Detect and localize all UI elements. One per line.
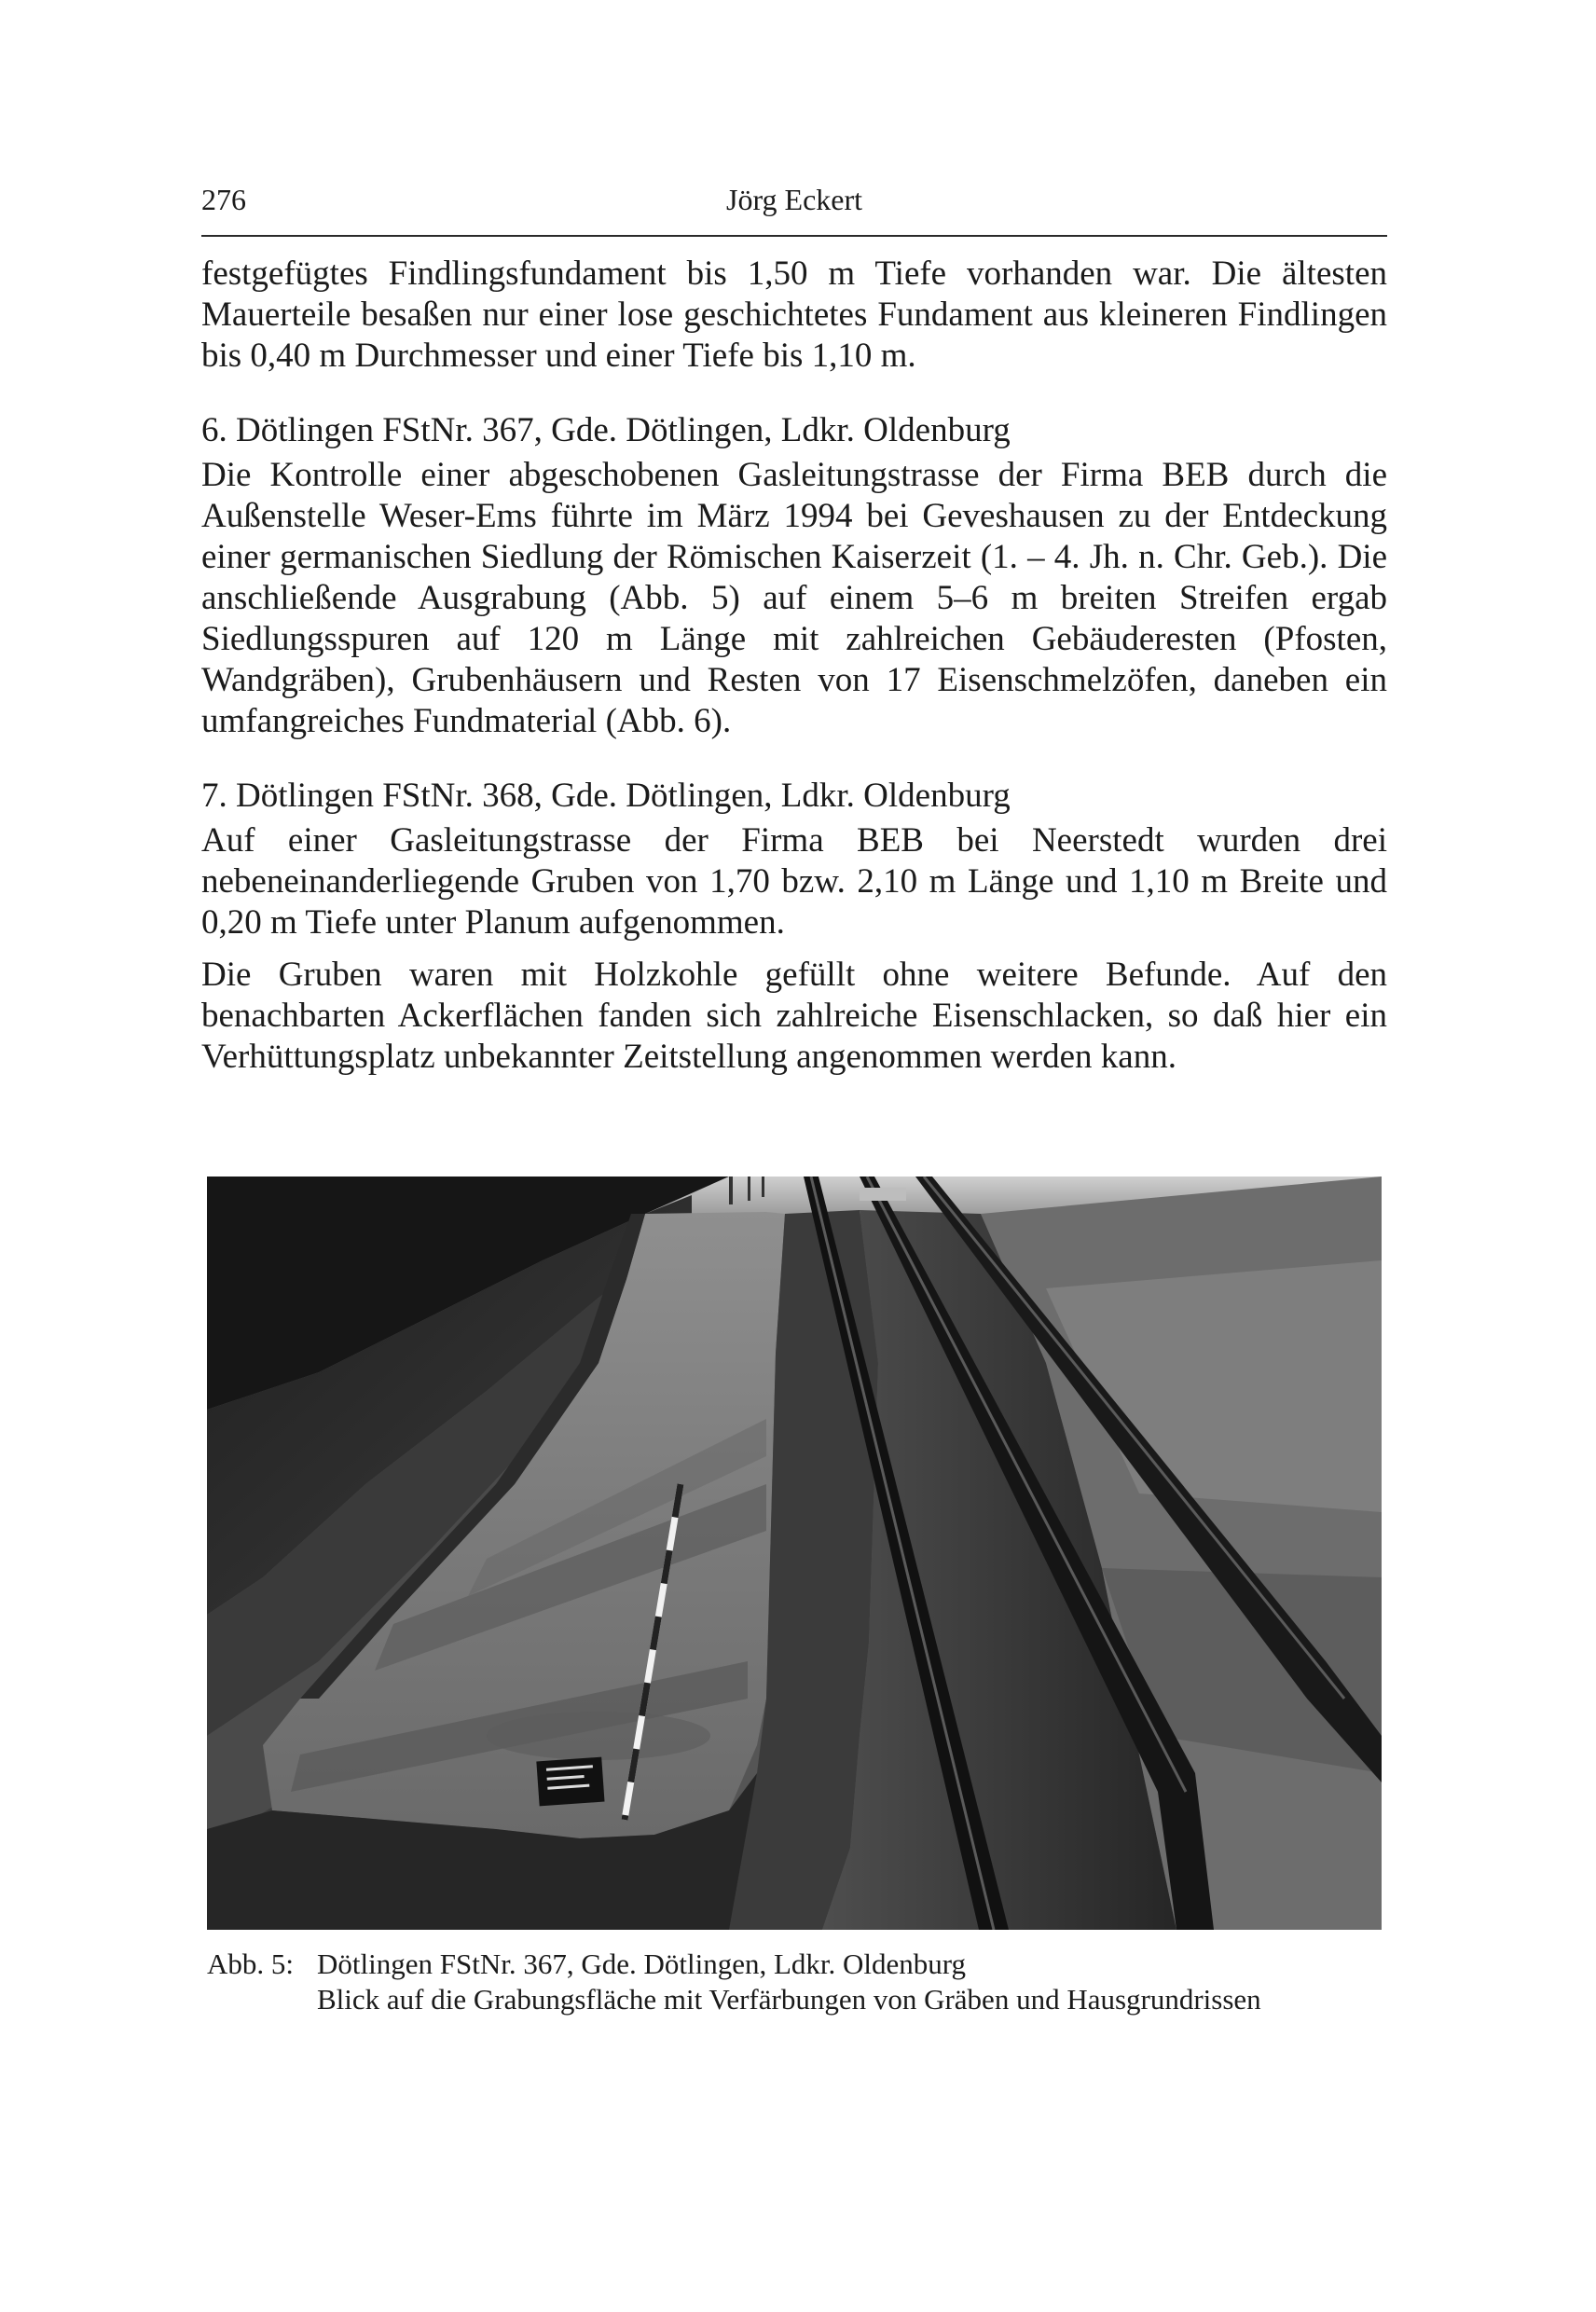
caption-body — [317, 1947, 1387, 2017]
running-head: Jörg Eckert — [725, 183, 863, 216]
header-rule — [201, 235, 1387, 237]
caption-title: Dötlingen FStNr. 367, Gde. Dötlingen, Ldkr. Oldenburg — [317, 1947, 967, 1980]
body-text — [201, 254, 1387, 1078]
paragraph-intro: festgefügtes Findlingsfundament bis 1,50 m Tiefe vorhanden war. Die ältesten Mauerteile besaßen nur einer lose geschichtetes Fundament aus kleineren Findlingen bis 0,40 m Durchmesser und einer Tiefe bis 1,10 m. — [201, 255, 1387, 375]
caption-label: Abb. 5: — [207, 1947, 294, 1980]
page-header — [201, 183, 1387, 229]
paragraph-section-7-b: Die Gruben waren mit Holzkohle gefüllt ohne weitere Befunde. Auf den benachbarten Ackerflächen fanden sich zahlreiche Eisenschlacken, so daß hier ein Verhüttungsplatz unbekannter Zeitstellung angenommen werden kann. — [201, 956, 1387, 1076]
caption-description: Blick auf die Grabungsfläche mit Verfärbungen von Gräben und Hausgrundrissen — [317, 1983, 1261, 2016]
excavation-photo — [207, 1177, 1382, 1930]
paragraph-section-6: Die Kontrolle einer abgeschobenen Gasleitungstrasse der Firma BEB durch die Außenstelle Weser-Ems führte im März 1994 bei Geveshausen zu der Entdeckung einer germanischen Siedlung der Römischen Kaiserzeit (1. – 4. Jh. n. Chr. Geb.). Die anschließende Ausgrabung (Abb. 5) auf einem 5–6 m breiten Streifen ergab Siedlungsspuren auf 120 m Länge mit zahlreichen Gebäuderesten (Pfosten, Wandgräben), Grubenhäusern und Resten von 17 Eisenschmelzöfen, daneben ein umfangreiches Fundmaterial (Abb. 6). — [201, 456, 1387, 740]
excavation-photo-graphic — [207, 1177, 1382, 1930]
page-number: 276 — [201, 183, 246, 216]
section-heading-7: 7. Dötlingen FStNr. 368, Gde. Dötlingen, Ldkr. Oldenburg — [201, 777, 1011, 815]
paragraph-section-7-a: Auf einer Gasleitungstrasse der Firma BEB bei Neerstedt wurden drei nebeneinanderliegende Gruben von 1,70 bzw. 2,10 m Länge und 1,10 m Breite und 0,20 m Tiefe unter Planum aufgenommen. — [201, 821, 1387, 942]
section-heading-6: 6. Dötlingen FStNr. 367, Gde. Dötlingen, Ldkr. Oldenburg — [201, 411, 1011, 449]
